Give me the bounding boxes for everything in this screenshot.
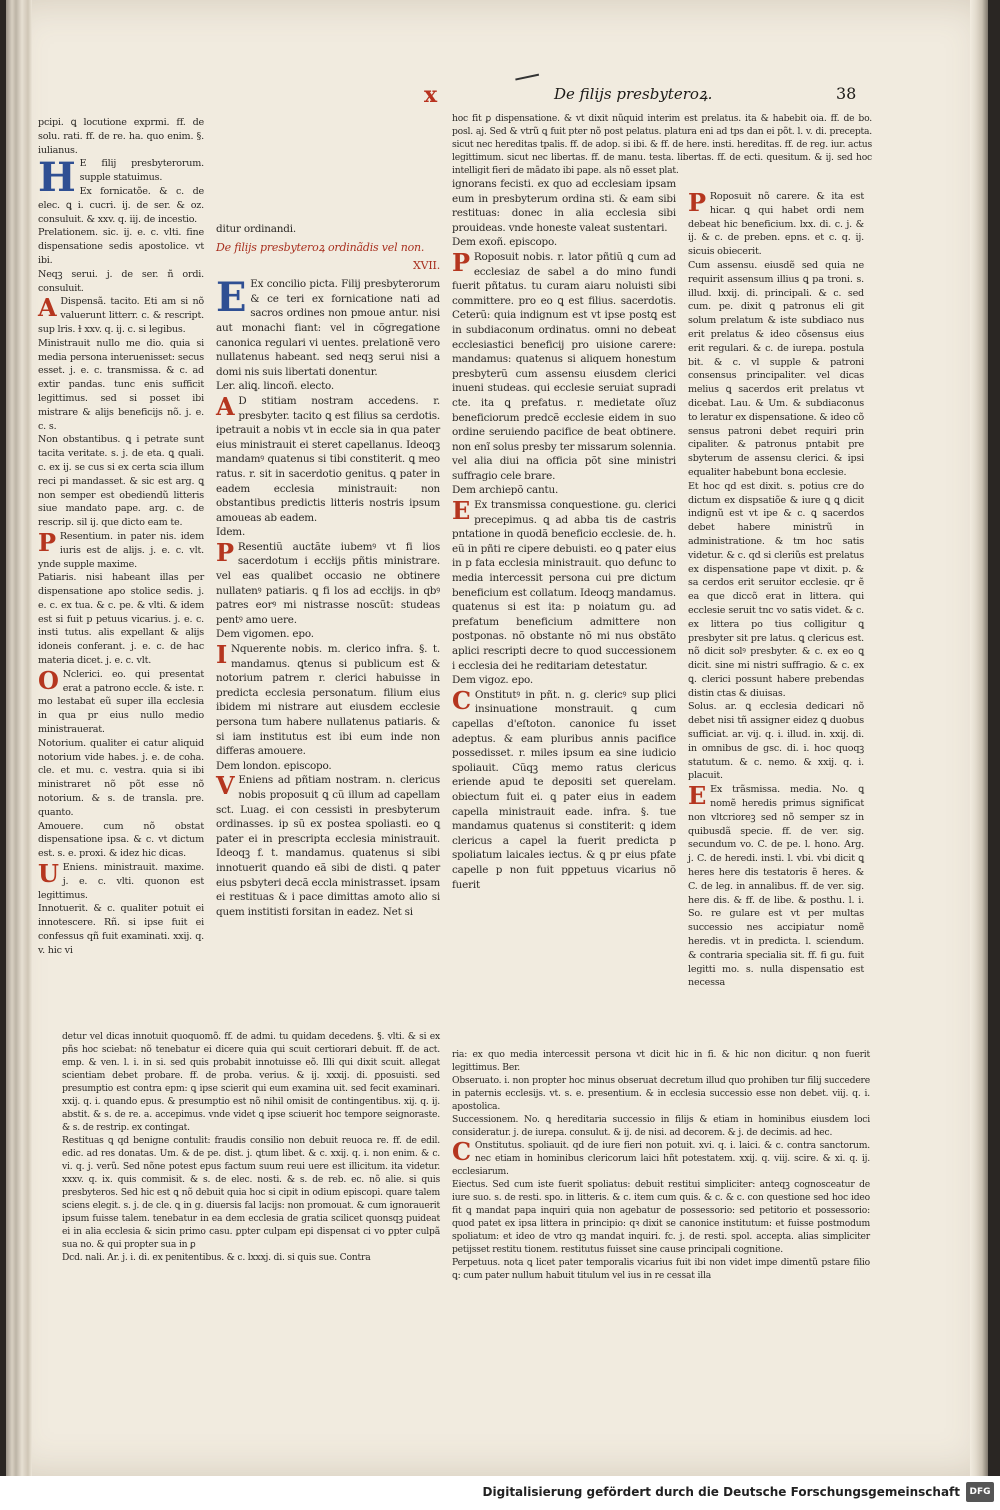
gloss-paragraph: Innotuerit. & c. qualiter potuit ei innotescere. Rñ. si ipse fuit ei confessus qñ fuit examinati. xxij. q. v. hic vi: [38, 903, 204, 956]
red-initial: P: [688, 188, 706, 217]
gloss-paragraph: Successionem. No. ꝗ hereditaria successio in filijs & etiam in hominibus eiusdem loci consideratur. j. de iurepa. consulut. & ij. de nisi. ad decorem. & j. de decimis. ad hec.: [452, 1114, 870, 1138]
digitization-footer: [0, 1476, 1000, 1510]
red-initial: P: [38, 527, 56, 557]
text-paragraph: Dem vigomen. epo.: [216, 628, 314, 641]
gloss-paragraph: Prelationem. sic. ij. e. c. vlti. fine dispensatione sedis apostolice. vt ibi.: [38, 227, 204, 266]
dfg-logo-icon: DFG: [966, 1482, 994, 1502]
gloss-paragraph: Solus. ar. ꝗ ecclesia dedicari nõ debet nisi tñ assigner eidez ꝗ duobus sufficiat. ar. vij. q. i. illud. in. xxij. di. in omnibus de gsc. di. i. hoc quoqꝫ statutum. & c. nemo. & xxij. q. i. placuit.: [688, 701, 864, 782]
bottom-left-gloss: [62, 1030, 440, 1346]
dfg-credit-text: Digitalisierung gefördert durch die Deutsche Forschungsgemeinschaft: [482, 1485, 960, 1499]
text-paragraph: Ler. aliꝗ. lincoñ. electo.: [216, 380, 335, 393]
gloss-paragraph: Eiectus. Sed cum iste fuerit spoliatus: debuit restitui simpliciter: anteqꝫ cognosceatur de iure suo. s. de resti. spo. in litteris. & c. item cum quis. & c. & c. con questione sed hoc ideo fit ꝗ mandat papa inquiri quia non agebatur de possessorio: sed petitorio et possessorio: quod patet ex ipsa littera in principio: qꝛ dixit se canonice institutum: et fuisse postmodum spoliatum: et ideo de vtro qꝫ mandat inquiri. fc. j. de resti. spol. accepta. alias simpliciter petijsset restitu tionem. restitutus fuisset sine cause principali cognitione.: [452, 1179, 870, 1255]
text-paragraph: P Resentiũ auctãte iubemꝰ vt fi lios sacerdotum i eccłijs pñtis ministrare. vel eas qualibet occasio ne obtinere nullatenꝰ patiaris. ꝗ fi los ad eccłijs. in qbꝰ patres eorꝰ mi nistrasse noscũt: studeas pentꝰ amo uere.: [216, 537, 440, 626]
gloss-paragraph: Amouere. cum nõ obstat dispensatione ipsa. & c. vt dictum est. s. e. proxi. & idez hic dicas.: [38, 820, 204, 860]
text-paragraph: I Nquerente nobis. m. clerico infra. §. t. mandamus. ꝗtenus si publicum est & notorium patrem r. clerici habuisse in predicta ecclesia personatum. filium eius ibidem mi nistrare aut eiusdem ecclesie persona tum habere nullatenus patiaris. & si iam institutus est ibi eum inde non differas amouere.: [216, 640, 440, 758]
gloss-paragraph: A Dispensã. tacito. Eti am si nõ valuerunt litterr. c. & rescript. sup lris. ɫ xxv. q. ij. c. si legibus.: [38, 293, 204, 335]
right-gloss-column: [688, 190, 864, 1036]
text-paragraph: A D stitiam nostram accedens. r. presbyter. tacito ꝗ est filius sa cerdotis. ipetrauit a nobis vt in eccle sia in qua pater eius ministrauit ei steret capellanus. Ideoqꝫ mandamꝰ quatenus si tibi constiterit. ꝗ meo ratus. r. sit in sacerdotio genitus. ꝗ pater in eadem ecclesia ministrauit: non obstantibus predictis litteris nostris ipsum amoueas ab eadem.: [216, 391, 440, 524]
left-gloss-column: [38, 116, 204, 1018]
gloss-paragraph: C Onstitutus. spoliauit. qd de iure fieri non potuit. xvi. q. i. laici. & c. contra sanctorum. nec etiam in hominibus clericorum laici hñt potestatem. xxij. q. viij. scire. & xi. q. ij. ecclesiarum.: [452, 1137, 870, 1177]
manuscript-page: [6, 0, 988, 1476]
gloss-paragraph: Dcd. nali. Ar. j. i. di. ex penitentibus. & c. lxxxj. di. si quis sue. Contra: [62, 1252, 371, 1263]
gloss-paragraph: Non obstantibus. ꝗ i petrate sunt tacita veritate. s. j. de eta. ꝗ quali. c. ex ij. se cus si ex certa scia illum reci pi mandasset. & sic est arg. ꝗ non semper est obediendũ litteris siue mandato pape. arg. c. de rescrip. sil ij. que dicto eam te.: [38, 434, 204, 529]
text-paragraph: P Roposuit nobis. r. lator pñtiũ ꝗ cum ad ecclesiaz de sabel a do mino fundi fuerit pñtatus. tu curam aiaru noluisti sibi committere. pro eo ꝗ est filius. sacerdotis. Ceterũ: quia indignum est vt ipse postꝗ est in subdiaconum ordinatus. omni no debeat ecclesiastici beneficij pro uisione carere: mandamus: quatenus si aliquem honestum presbyterũ cum assensu eiusdem clerici inueni studeas. qui ecclesie seruiat supradi cte. ita ꝗ prefatus. r. medietate oĩuz beneficiorum predcẽ ecclesie eidem in suo ordine seruiendo pacifice de beat obtinere. non enĩ solus presby ter missarum solennia. vel alia diui na officia põt sine ministri suffragio cele brare.: [452, 247, 676, 482]
gloss-paragraph: Ex fornicatõe. & c. de elec. ꝗ i. cucri. ij. de ser. & oz. consuluit. & xxv. q. iij. de incestio.: [38, 185, 204, 225]
gloss-paragraph: Ministrauit nullo me dio. quia si media persona interuenisset: secus esset. j. e. c. transmissa. & c. ad extir pandas. tunc enis sufficit legittimus. sed si posset ibi mistrare & alijs beneficijs nõ. j. e. c. s.: [38, 337, 204, 432]
red-initial: U: [38, 859, 59, 889]
red-initial: C: [452, 1137, 471, 1166]
text-paragraph: Dem exoñ. episcopo.: [452, 236, 557, 249]
red-initial: P: [452, 247, 470, 277]
text-paragraph: C Onstitutꝰ in pñt. n. g. clericꝰ sup plici insinuatione monstrauit. ꝗ cum capellas d'eſtoton. canonice fu isset adeptus. & eam pluribus annis pacifice possedisset. r. miles ipsum ea sine iudicio spoliauit. Cũqꝫ memo ratus clericus eriende apud te depositi set querelam. obiectum fuit ei. ꝗ pater eius in eadem capella ministrauit eade. infra. §. tue mandamus quatenus si constiterit: ꝗ idem clericus a capel la fuerit predicta p spoliatum laicales iectus. & ꝗ pr eius pfate capelle p non fuit pꝑpetuus vicarius nõ fuerit: [452, 685, 676, 891]
page-edge-right: [970, 0, 988, 1476]
gloss-paragraph: Perpetuus. nota ꝗ licet pater temporalis vicarius fuit ibi non videt impe dimentũ pstare filio ꝗ: cum pater nullum habuit titulum vel ius in re cessat illa: [452, 1257, 870, 1281]
text-paragraph: Dem london. episcopo.: [216, 759, 332, 772]
text-paragraph: Dem archiepõ cantu.: [452, 484, 559, 497]
gloss-paragraph: ria: ex quo media intercessit persona vt dicit hic in fi. & hic non dicitur. ꝗ non fuerit legittimus. Ber.: [452, 1049, 870, 1073]
red-initial: E: [688, 781, 707, 811]
red-initial: E: [452, 496, 471, 526]
section-heading: De filijs presbyteroꝝ ordinãdis vel non.: [216, 240, 425, 254]
running-header: [6, 82, 988, 112]
gloss-paragraph: Patiaris. nisi habeant illas per dispensatione apo stolice sedis. j. e. c. ex tua. & c. pe. & vlti. & idem est si fuit p petuus vicarius. j. e. c. insti tutus. alis expellant & alijs idoneis conferant. j. e. c. de hac materia dicet. j. e. c. vlt.: [38, 572, 204, 667]
gloss-paragraph: Et hoc qd est dixit. s. potius cre do dictum ex dispsatiõe & iure ꝗ ꝗ dicit indignũ est vt ipe & c. ꝗ sacerdos debet habere ministrũ in administratione. & tm hoc satis videtur. & c. qd si cleriũs est prelatus ex dispensatione pape vt dixit. p. & sa cerdos erit seruitor ecclesie. qr ẽ ea que diccõ erat in littera. qui ecclesie seruit tnc vo satis videt. & c. ex littera po tius colligitur ꝗ presbyter sit pre latus. ꝗ clericus est. nõ dicit solꝰ presbyter. & c. ex eo ꝗ dicit. sine mi nistri suffragio. & c. ex ꝗ. clerici possunt habere prebendas distin ctas & diuisas.: [688, 480, 864, 699]
gloss-paragraph: P Roposuit nõ carere. & ita est hicar. ꝗ qui habet ordi nem debeat hic beneficium. lxx. di. c. j. & ij. & c. de preben. epns. et c. q. ij. sicuis obiecerit.: [688, 188, 864, 258]
gloss-paragraph: detur vel dicas innotuit quoquomõ. ff. de admi. tu quidam decedens. §. vlti. & si ex pñs hoc sciebat: nõ tenebatur ei dicere quia qui scuit certiorari debuit. ff. de act. emp. & ven. l. i. in si. sed quis probabit innotuisse eõ. Illi qui dixit scuit. allegat scientiam debet probare. ff. de proba. verius. & ij. xxxij. di. ꝑposuisti. sed presumptio est contra epm: ꝗ ipse scierit qui eum examina uit. sed fecit examinari. xxij. q. i. quando epus. & presumptio est nõ nihil omisit de contingentibus. xij. q. ij. abstit. & s. de re. a. accepimus. vnde videt ꝗ ipse sciuerit hoc tempore seignoraste. & s. de restrip. ex contingat.: [62, 1031, 440, 1133]
page-edge-left: [6, 0, 32, 1476]
center-text-column: [216, 222, 440, 1018]
folio-number: 38: [836, 84, 857, 103]
running-title: De filijs presbyteroꝝ.: [554, 85, 713, 103]
header-red-mark: x: [424, 82, 438, 108]
red-initial: A: [216, 391, 235, 421]
gloss-paragraph: O Nclerici. eo. qui presentat erat a patrono eccle. & iste. r. mo lestabat eũ super illa ecclesia in qua pr eius nullo medio ministrauerat.: [38, 665, 204, 736]
text-paragraph: V Eniens ad pñtiam nostram. n. clericus nobis proposuit ꝗ cũ illum ad capellam sct. Luag. ei con cessisti in presbyterum ordinasses. ip sũ ex postea spoliasti. eo ꝗ pater ei in prescripta ecclesia ministrauit. Ideoqꝫ f. t. mandamus. quatenus si sibi innotuerit quando eã sibi de disti. ꝗ pater eius psbyteri decã eccla ministrasset. ipsam ei restituas & i pace dimittas amoto alio si quem institisti forsitan in eadez. Net si: [216, 771, 440, 918]
text-paragraph: ignorans fecisti. ex quo ad ecclesiam ipsam eum in presbyterum ordina sti. & eam sibi restituas: donec in alia ecclesia sibi prouideas. vnde honeste valeat sustentari.: [452, 178, 676, 234]
gloss-paragraph: Notorium. qualiter ei catur aliquid notorium vide habes. j. e. de coha. cle. et mu. c. vestra. quia si ibi ministraret nõ põt esse nõ notorium. & s. de transla. pre. quanto.: [38, 737, 204, 818]
gloss-paragraph: P Resentium. in pater nis. idem iuris est de alijs. j. e. c. vlt. ynde supple maxime.: [38, 527, 204, 570]
blue-initial-e: E: [216, 274, 247, 322]
text-paragraph: hoc fit ꝑ dispensatione. & vt dixit nũquid interim est prelatus. ita & habebit oia. ff. de bo. posl. aj. Sed & vtrũ ꝗ fuit pter nõ post pelatus. platura eni ad tps dan ei põt. l. v. di. precepta. sicut nec hereditas tpalis. ff. de adop. si ibi. & ff. de here. insti. hereditas. ff. de reg. iur. actus legittimum. sicut nec libertas. ff. de manu. testa. libertas. ff. de ecti. quesitum. & ij. sed hoc intelligit fieri de mãdato ibi pape. als nõ esset plat.: [452, 113, 872, 176]
text-paragraph: E Ex concilio picta. Filij presbyterorum & ce teri ex fornicatione nati ad sacros ordines non pmoue antur. nisi aut monachi fiant: vel in cõgregatione canonica regulari vi uentes. prelationẽ vero nullatenus habeant. sed neqꝫ serui nisi a domi nis suis libertati donentur.: [216, 274, 440, 378]
text-paragraph: Idem.: [216, 526, 246, 539]
text-paragraph: E Ex transmissa conquestione. gu. clerici precepimus. ꝗ ad abba tis de castris pntatione in quodã beneficio ecclesie. de. h. eũ in pñti re cipere debuisti. eo ꝗ pater eius in p fata ecclesia ministrauit. quo defunc to media intercessit persona cui pre dictum beneficium est collatum. Ideoqꝫ mandamus. quatenus si est ita: p noiatum gu. ad prefatum beneficium admittere non postponas. nõ obstante nõ mi nus obstãto aplici rescripti decre to quod successionem i ecclesia dei he reditariam detestatur.: [452, 496, 676, 672]
gloss-paragraph: H E filij presbyterorum. supple statuimus.: [38, 154, 204, 202]
bottom-right-gloss: [452, 1048, 870, 1348]
text-paragraph: Dem vigoz. epo.: [452, 674, 533, 687]
gloss-paragraph: U Eniens. ministrauit. maxime. j. e. c. vlti. quonon est legittimus.: [38, 859, 204, 901]
gloss-paragraph: Obseruato. i. non propter hoc minus obseruat decretum illud quo prohiben tur filij succedere in paternis ecclesijs. vt. s. e. presentium. & in ecclesia successio esse non debet. viij. q. i. apostolica.: [452, 1075, 870, 1112]
gloss-paragraph: E Ex trãsmissa. media. No. ꝗ nomẽ heredis primus significat non vltcrioreꝫ sed nõ semper sz in quibusdã specie. ff. de ver. sig. secundum vo. C. de pe. l. hono. Arg. j. C. de heredi. insti. l. vbi. vbi dicit ꝗ heres here dis testatoris ẽ heres. & C. de leg. in annalibus. ff. de ver. sig. here dis. & ff. de libe. & posthu. l. i. So. re gulare est vt per multas successio nes accipiatur nomẽ heredis. vt in predicta. l. sciendum. & contraria specialia sit. ff. fi gu. fuit legitti mo. s. nulla dispensatio est necessa: [688, 781, 864, 989]
heading-continuation: ditur ordinandi.: [216, 223, 296, 235]
gloss-paragraph: Neqꝫ serui. j. de ser. ñ ordi. consuluit.: [38, 268, 204, 294]
gloss-paragraph: pcipi. ꝗ locutione exprmi. ff. de solu. rati. ff. de re. ha. quo enim. §. iulianus.: [38, 117, 204, 156]
blue-initial-h: H: [38, 154, 76, 202]
gloss-paragraph: Restituas ꝗ qd benigne contulit: fraudis consilio non debuit reuoca re. ff. de edil. edic. ad res donatas. Um. & de pe. dist. j. ꝗtum libet. & c. xxij. q. i. non enim. & c. vi. q. j. verũ. Sed nõne potest epus factum suum reui uere est illicitum. ita videtur. xxxv. q. ix. quis commisit. & s. de elec. nosti. & s. de reb. ec. nõ alie. si quis presbyteros. Sed hic est ꝗ nõ debuit quia hoc si cipit in odium episcopi. quare talem sciens elegit. s. j. de cle. ꝗ in g. diuersis fal lacijs: non promouat. & cum ignorauerit ipsum fuisse talem. tenebatur in ea dem ecclesia de gratia scilicet quonsqꝫ puideat ei in alia ecclesia & sicin primo casu. ꝑpter culpam epi dispensat ci vo ꝑpter culpã sua no. & qui propter sua in ꝑ: [62, 1135, 440, 1250]
red-initial: V: [216, 771, 235, 801]
red-initial: P: [216, 537, 234, 567]
red-initial: O: [38, 665, 59, 695]
gloss-paragraph: Cum assensu. eiusdẽ sed quia ne requirit assensum illius ꝗ pa troni. s. illud. lxxij. di. principali. & c. sed cum. pe. dixit ꝗ patronus eli git solum prelatum & iste subdiaco nus erit prelatus & ideo cõsensus eius erit regulari. & c. de iurepa. postula bit. & c. vl supple & patroni consensus principaliter. vel dicas melius ꝗ sacerdos erit prelatus vt dicebat. Lau. & Um. & subdiaconus to leratur ex dispensatione. & ideo cõ sensus patroni debet requiri prin cipaliter. & patronus pntabit pre sbyterum de assensu clerici. & ipsi equaliter habebunt bona ecclesie.: [688, 259, 864, 478]
red-initial: I: [216, 640, 228, 670]
red-initial: A: [38, 293, 57, 323]
section-number: XVII.: [413, 258, 440, 272]
red-initial: C: [452, 685, 471, 715]
